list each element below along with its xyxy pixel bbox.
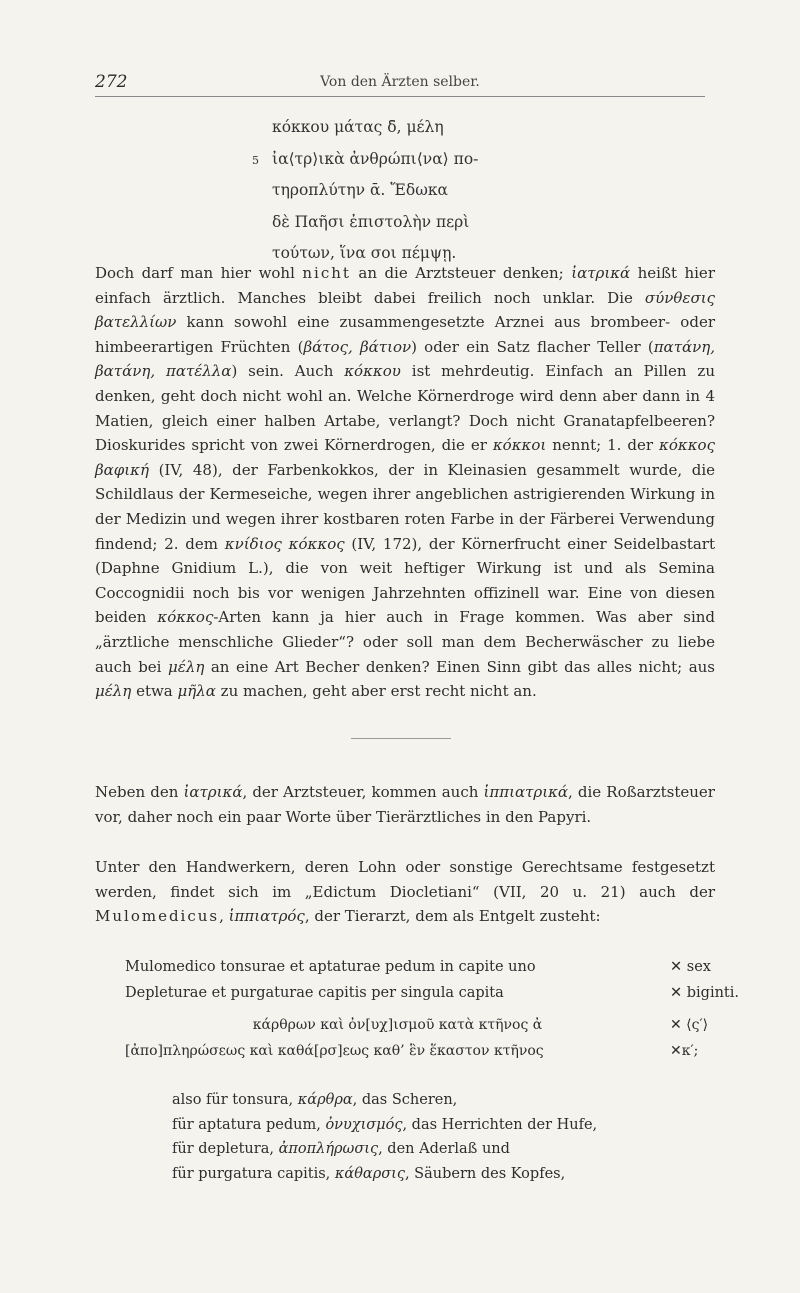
price-item: Depleturae et purgaturae capitis per singula capita bbox=[125, 985, 504, 1001]
price-value: ✕κ′; bbox=[670, 1043, 699, 1059]
price-value: ✕ ⟨ς′⟩ bbox=[670, 1017, 709, 1033]
price-value: ✕ biginti. bbox=[670, 985, 740, 1001]
page-number: 272 bbox=[95, 72, 128, 92]
paragraph-hippiatrika: Neben den ἰατρικά, der Arztsteuer, kommen auch ἱππιατρικά, die Roßarztsteuer vor, daher noch ein paar Worte über Tierärztliches in den Papyri. bbox=[95, 783, 715, 826]
glossary-item: für purgatura capitis, κάθαρσις, Säubern des Kopfes, bbox=[172, 1165, 566, 1182]
page-header bbox=[95, 72, 705, 94]
latin-price-list bbox=[125, 954, 750, 1006]
greek-quotation bbox=[252, 112, 592, 270]
price-row bbox=[125, 1012, 750, 1038]
line-number: 5 bbox=[252, 153, 259, 167]
price-item: [ἀπο]πληρώσεως καὶ καθά[ρσ]εως καθ’ ἓν ἕκαστον κτῆνος bbox=[125, 1043, 544, 1059]
greek-line: 5 ἰα⟨τρ⟩ικὰ ἀνθρώπι⟨να⟩ πο- bbox=[272, 144, 592, 176]
glossary-item: für depletura, ἀποπλήρωσις, den Aderlaß und bbox=[172, 1141, 510, 1157]
price-row bbox=[125, 980, 750, 1006]
paragraph-commentary: Doch darf man hier wohl nicht an die Arztsteuer denken; ἰατρικά heißt hier einfach ärztlich. Manches bleibt dabei freilich noch unklar. Die σύνθεσις βατελλίων kann sowohl eine zusammengesetzte Arznei aus brombeer- oder himbeerartigen Früchten (βάτος, βάτιον) oder ein Satz flacher Teller (πατάνη, βατάνη, πατέλλα) sein. Auch κόκκου ist mehrdeutig. Einfach an Pillen zu denken, geht doch nicht wohl an. Welche Körnerdroge wird denn aber dann in 4 Matien, gleich einer halben Artabe, verlangt? Doch nicht Granatapfelbeeren? Dioskurides spricht von zwei Körnerdrogen, die er κόκκοι nennt; 1. der κόκκος βαφική (IV, 48), der Farbenkokkos, der in Kleinasien gesammelt wurde, die Schildlaus der Kermeseiche, wegen ihrer angeblichen astrigierenden Wirkung in der Medizin und wegen ihrer kostbaren roten Farbe in der Färberei Verwendung findend; 2. dem κνίδιος κόκκος (IV, 172), der Körnerfrucht einer Seidelbastart (Daphne Gnidium L.), die von weit heftiger Wirkung ist und als Semina Coccognidii noch bis vor wenigen Jahrzehnten offizinell war. Eine von diesen beiden κόκκος-Arten kann ja hier auch in Frage kommen. Was aber sind „ärztliche menschliche Glieder“? oder soll man dem Becherwäscher zu liebe auch bei μέλη an eine Art Becher denken? Einen Sinn gibt das alles nicht; aus μέλη etwa μῆλα zu machen, geht aber erst recht nicht an. bbox=[95, 264, 716, 701]
greek-line: τούτων, ἵνα σοι πέμψῃ. bbox=[272, 244, 457, 262]
price-item: Mulomedico tonsurae et aptaturae pedum in capite uno bbox=[125, 959, 536, 975]
paragraph-edictum: Unter den Handwerkern, deren Lohn oder sonstige Gerechtsame festgesetzt werden, findet sich im „Edictum Diocletiani“ (VII, 20 u. 21) auch der Mulomedicus, ἱππιατρός, der Tierarzt, dem als Entgelt zusteht: bbox=[95, 858, 715, 926]
glossary-item: also für tonsura, κάρθρα, das Scheren, bbox=[172, 1092, 458, 1108]
glossary-item: für aptatura pedum, ὀνυχισμός, das Herrichten der Hufe, bbox=[172, 1116, 598, 1133]
glossary-list bbox=[172, 1088, 597, 1186]
running-title: Von den Ärzten selber. bbox=[320, 74, 480, 90]
greek-line: τηροπλύτην ᾱ. Ἔδωκα bbox=[272, 181, 449, 199]
price-item: κάρθρων καὶ ὀν[υχ]ισμοῦ κατὰ κτῆνος ἀ bbox=[252, 1017, 543, 1033]
price-value: ✕ sex bbox=[670, 959, 711, 975]
greek-line: κόκκου μάτας δ̄, μέλη bbox=[272, 118, 444, 136]
header-rule bbox=[95, 96, 705, 97]
greek-price-list bbox=[125, 1012, 750, 1064]
section-divider bbox=[351, 738, 451, 739]
price-row bbox=[125, 1038, 750, 1064]
price-row bbox=[125, 954, 750, 980]
greek-line: δὲ Παῆσι ἐπιστολὴν περὶ bbox=[272, 212, 470, 231]
